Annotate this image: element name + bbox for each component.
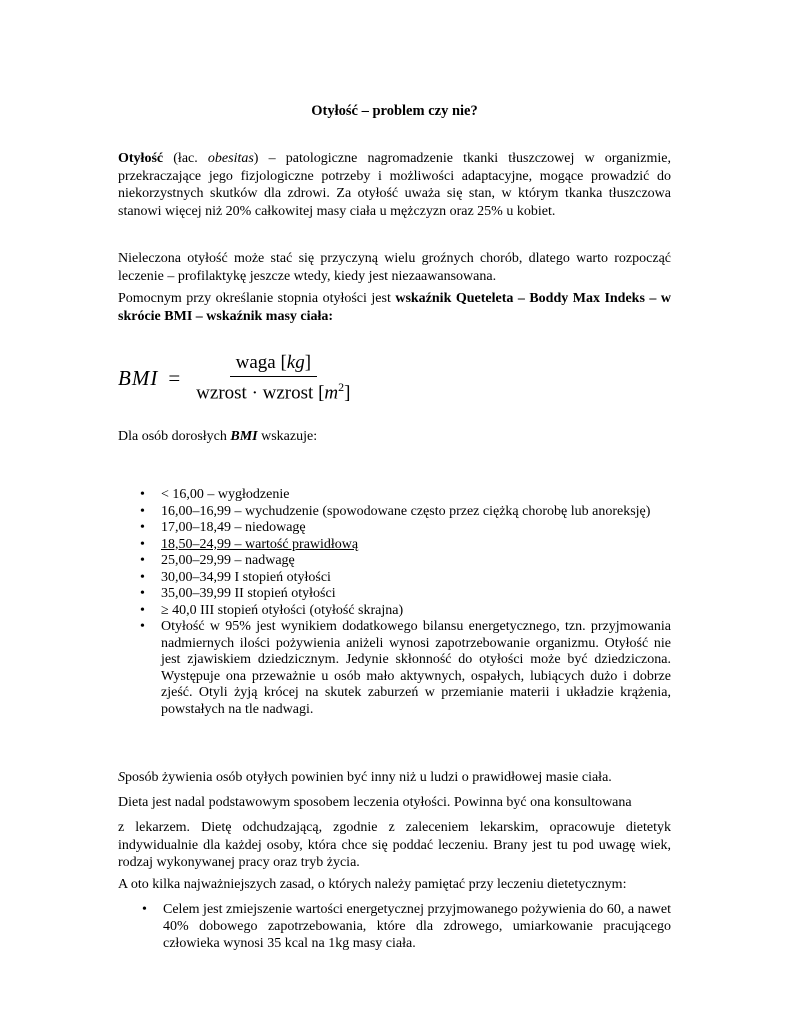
adults-paragraph (118, 428, 671, 446)
list-item: • 35,00–39,99 II stopień otyłości (140, 586, 336, 601)
intro-open: (łac. (163, 151, 208, 166)
denominator-word-1: wzrost (196, 382, 247, 404)
bullet-icon: • (140, 503, 145, 519)
bmi-category-list (136, 487, 671, 718)
intro-paragraph (118, 150, 671, 220)
list-item: • ≥ 40,0 III stopień otyłości (otyłość skrajna) (140, 602, 404, 618)
untreated-paragraph: Nieleczona otyłość może stać się przyczyną wielu groźnych chorób, dlatego warto rozpocząć leczenie – profilaktykę jeszcze wtedy, kiedy jest niezaawansowana. (118, 251, 671, 284)
formula-numerator: waga [kg] (230, 352, 317, 377)
adults-prefix: Dla osób dorosłych (118, 429, 231, 444)
list-item: • < 16,00 – wygłodzenie (140, 487, 290, 502)
bullet-icon: • (140, 586, 145, 601)
bullet-icon: • (142, 902, 147, 917)
sposob-initial: S (118, 770, 125, 785)
list-item: • 18,50–24,99 – wartość prawidłową (140, 536, 359, 552)
numerator-word: waga (235, 352, 276, 373)
bullet-icon: • (140, 569, 145, 585)
document-title: Otyłość – problem czy nie? (311, 103, 478, 119)
sposob-rest: posób żywienia osób otyłych powinien być inny niż u ludzi o prawidłowej masie ciała. (125, 770, 612, 785)
bmi-formula (118, 352, 356, 404)
list-item: • Celem jest zmiejszenie wartości energetycznej przyjmowanego pożywienia do 60, a nawet 40% dobowego zapotrzebowania, które dla zdrowego, umiarkowanie pracującego człowieka wynosi 35 kcal na 1kg masy ciała. (142, 902, 671, 951)
adults-bmi: BMI (230, 429, 258, 444)
list-item: • 17,00–18,49 – niedowagę (140, 520, 306, 535)
formula-lhs: BMI (118, 365, 159, 390)
list-item: • Otyłość w 95% jest wynikiem dodatkowego bilansu energetycznego, tzn. przyjmowania nadmiernych ilości pożywienia aniżeli wynosi zapotrzebowanie organizmu. Otyłość nie jest zjawiskiem dziedzicznym. Jedynie skłonność do otyłości może być dziedziczona. Występuje ona przeważnie u osób mało aktywnych, ospałych, lubiących dużo i dobrze zjeść. Otyli żyją krócej na skutek zaburzeń w przemianie materii i układzie krążenia, powstałych na tle nadwagi. (140, 619, 671, 717)
diet-rules-list (138, 901, 671, 952)
denominator-word-2: wzrost (262, 382, 314, 404)
diet-basic-paragraph: Dieta jest nadal podstawowym sposobem leczenia otyłości. Powinna być ona konsultowana (118, 795, 632, 810)
intro-term: Otyłość (118, 151, 164, 166)
list-item: • 25,00–29,99 – nadwagę (140, 553, 295, 568)
intro-latin: obesitas (207, 151, 254, 166)
list-item: • 16,00–16,99 – wychudzenie (spowodowane często przez ciężką chorobę lub anoreksję) (140, 503, 651, 519)
denominator-unit: m (324, 382, 339, 404)
bmi-intro-bold: wskaźnik Queteleta – Boddy Max Indeks – w skrócie BMI – wskaźnik masy ciała: (118, 291, 671, 324)
bullet-icon: • (140, 536, 145, 552)
bullet-icon: • (140, 520, 145, 535)
doctor-paragraph: z lekarzem. Dietę odchudzającą, zgodnie z zaleceniem lekarskim, opracowuje dietetyk indywidualnie dla każdej osoby, która chce się poddać leczeniu. Brany jest tu pod uwagę wiek, rodzaj wykonywanej pracy oraz tryb życia. (118, 820, 671, 870)
bmi-intro-paragraph (118, 290, 671, 325)
bullet-icon: • (140, 619, 145, 634)
list-item: • 30,00–34,99 I stopień otyłości (140, 569, 331, 585)
numerator-unit: kg (286, 352, 305, 373)
denominator-dot: · (251, 382, 258, 404)
adults-suffix: wskazuje: (257, 429, 318, 444)
formula-equals: = (168, 365, 181, 390)
denominator-exponent: 2 (338, 380, 345, 394)
diet-method-paragraph (118, 769, 671, 787)
formula-fraction (190, 352, 356, 404)
bmi-intro-plain: Pomocnym przy określanie stopnia otyłości jest (118, 291, 396, 306)
intro-rest: ) – patologiczne nagromadzenie tkanki tłuszczowej w organizmie, przekraczające jego fizjologiczne potrzeby i możliwości adaptacyjne, mogące prowadzić do niekorzystnych skutków dla zdrowi. Za otyłość uważa się stan, w którym tkanka tłuszczowa stanowi więcej niż 20% całkowitej masy ciała u mężczyzn oraz 25% u kobiet. (118, 151, 671, 219)
rules-intro-paragraph: A oto kilka najważniejszych zasad, o których należy pamiętać przy leczeniu dietetycznym: (118, 877, 627, 892)
bullet-icon: • (140, 602, 145, 618)
formula-denominator: wzrost · wzrost $[m^2]$ (196, 380, 351, 404)
bullet-icon: • (140, 487, 145, 502)
bullet-icon: • (140, 553, 145, 568)
